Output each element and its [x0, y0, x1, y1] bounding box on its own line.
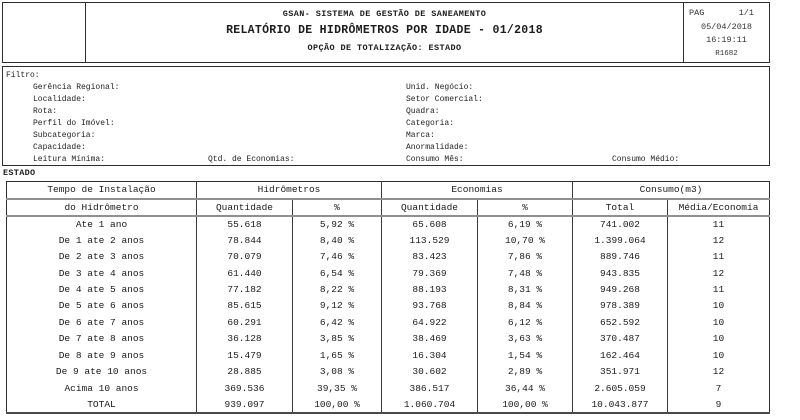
table-cell: 10,70 % — [478, 232, 573, 248]
table-cell: Acima 10 anos — [64, 382, 139, 394]
table-cell: 741.002 — [573, 216, 668, 232]
table-cell: 10 — [668, 347, 770, 363]
table-cell: 36.128 — [197, 331, 293, 347]
table-row — [7, 331, 770, 347]
filter-label: Quadra: — [406, 107, 440, 116]
table-cell: 5,92 % — [293, 216, 382, 232]
table-cell: 1,54 % — [478, 347, 573, 363]
table-cell: 30.602 — [382, 363, 478, 379]
col-header-media-economia: Média/Economia — [668, 199, 770, 216]
filter-panel — [2, 66, 770, 166]
table-cell: 2,89 % — [478, 363, 573, 379]
table-cell: 7 — [668, 380, 770, 396]
filter-label: Anormalidade: — [406, 143, 469, 152]
col-group-economias: Economias — [382, 182, 573, 199]
table-cell: 39,35 % — [293, 380, 382, 396]
table-cell: 93.768 — [382, 298, 478, 314]
table-cell: 60.291 — [197, 314, 293, 330]
table-cell: 3,63 % — [478, 331, 573, 347]
page-value: 1/1 — [738, 8, 754, 18]
report-title: RELATÓRIO DE HIDRÔMETROS POR IDADE - 01/2018 — [226, 24, 543, 37]
totalization-option: OPÇÃO DE TOTALIZAÇÃO: ESTADO — [307, 43, 462, 53]
table-cell: De 3 ate 4 anos — [58, 267, 145, 279]
table-cell: 2.605.059 — [573, 380, 668, 396]
table-cell: De 7 ate 8 anos — [58, 333, 145, 345]
table-row — [7, 363, 770, 379]
table-cell: 1,65 % — [293, 347, 382, 363]
table-cell: De 1 ate 2 anos — [58, 234, 145, 246]
col-header-percent-hidrometros: % — [293, 199, 382, 216]
table-cell: 70.079 — [197, 248, 293, 264]
table-cell: 28.885 — [197, 363, 293, 379]
table-cell: 100,00 % — [478, 396, 573, 412]
table-row — [7, 314, 770, 330]
filter-title: Filtro: — [6, 71, 40, 80]
table-row — [7, 396, 770, 412]
table-cell: 889.746 — [573, 248, 668, 264]
table-cell: 11 — [668, 248, 770, 264]
table-cell: 113.529 — [382, 232, 478, 248]
table-cell: 64.922 — [382, 314, 478, 330]
table-row — [7, 347, 770, 363]
table-cell: TOTAL — [87, 398, 116, 410]
filter-label: Categoria: — [406, 119, 455, 128]
system-title: GSAN- SISTEMA DE GESTÃO DE SANEAMENTO — [282, 9, 487, 19]
table-row — [7, 298, 770, 314]
table-cell: 370.487 — [573, 331, 668, 347]
table-cell: De 4 ate 5 anos — [58, 283, 145, 295]
table-cell: 369.536 — [197, 380, 293, 396]
col-header-quantidade-economias: Quantidade — [382, 199, 478, 216]
filter-label: Subcategoria: — [33, 131, 96, 140]
table-cell: De 5 ate 6 anos — [58, 300, 145, 312]
table-cell: 939.097 — [197, 396, 293, 412]
table-cell: 11 — [668, 281, 770, 297]
table-cell: 88.193 — [382, 281, 478, 297]
table-cell: 7,48 % — [478, 265, 573, 281]
col-header-total: Total — [573, 199, 668, 216]
filter-label: Leitura Mínima: — [33, 155, 106, 164]
filter-label: Capacidade: — [33, 143, 86, 152]
table-cell: 8,40 % — [293, 232, 382, 248]
filter-right-column — [406, 82, 483, 166]
table-cell: 16.304 — [382, 347, 478, 363]
report-code: R1682 — [715, 49, 738, 58]
table-cell: 10 — [668, 314, 770, 330]
table-cell: 79.369 — [382, 265, 478, 281]
filter-label: Setor Comercial: — [406, 95, 483, 104]
table-cell: 6,19 % — [478, 216, 573, 232]
table-row — [7, 248, 770, 264]
filter-label: Rota: — [33, 107, 58, 116]
page-indicator — [684, 7, 769, 21]
col-header-percent-economias: % — [478, 199, 573, 216]
table-cell: 351.971 — [573, 363, 668, 379]
report-header-titles — [86, 3, 683, 62]
table-cell: 978.389 — [573, 298, 668, 314]
filter-label: Gerência Regional: — [33, 83, 120, 92]
table-row — [7, 380, 770, 396]
table-cell: 38.469 — [382, 331, 478, 347]
table-cell: 36,44 % — [478, 380, 573, 396]
table-cell: 3,08 % — [293, 363, 382, 379]
table-cell: 8,31 % — [478, 281, 573, 297]
table-cell: 77.182 — [197, 281, 293, 297]
col-header-do-hidrometro: do Hidrômetro — [7, 199, 197, 216]
table-cell: Ate 1 ano — [75, 218, 128, 230]
table-cell: 1.399.064 — [573, 232, 668, 248]
table-cell: 6,42 % — [293, 314, 382, 330]
logo-placeholder — [3, 3, 86, 62]
table-cell: 11 — [668, 216, 770, 232]
filter-left-column — [33, 82, 119, 166]
table-cell: 949.268 — [573, 281, 668, 297]
report-header-meta — [683, 3, 769, 62]
table-cell: 12 — [668, 232, 770, 248]
table-cell: De 2 ate 3 anos — [58, 251, 145, 263]
section-label: ESTADO — [3, 168, 36, 178]
table-cell: 61.440 — [197, 265, 293, 281]
table-cell: 9,12 % — [293, 298, 382, 314]
table-cell: 6,54 % — [293, 265, 382, 281]
table-cell: 10 — [668, 298, 770, 314]
table-cell: 10 — [668, 331, 770, 347]
table-cell: 65.608 — [382, 216, 478, 232]
table-cell: 652.592 — [573, 314, 668, 330]
table-cell: 55.618 — [197, 216, 293, 232]
table-row — [7, 281, 770, 297]
table-row — [7, 265, 770, 281]
table-cell: 3,85 % — [293, 331, 382, 347]
table-body — [7, 216, 770, 413]
table-row — [7, 232, 770, 248]
report-table — [6, 181, 770, 414]
table-row — [7, 216, 770, 232]
table-cell: 83.423 — [382, 248, 478, 264]
table-cell: 6,12 % — [478, 314, 573, 330]
table-sub-header-row — [7, 199, 770, 216]
table-cell: 8,84 % — [478, 298, 573, 314]
filter-label: Marca: — [406, 131, 435, 140]
filter-label-consumo-medio: Consumo Médio: — [612, 155, 680, 164]
table-cell: 12 — [668, 363, 770, 379]
table-cell: 12 — [668, 265, 770, 281]
report-header — [2, 2, 770, 63]
table-cell: 85.615 — [197, 298, 293, 314]
report-time: 16:19:11 — [706, 35, 747, 45]
table-cell: 9 — [668, 396, 770, 412]
report-date: 05/04/2018 — [700, 21, 752, 32]
table-cell: 10.043.877 — [573, 396, 668, 412]
table-cell: 15.479 — [197, 347, 293, 363]
table-cell: 943.835 — [573, 265, 668, 281]
table-cell: 7,46 % — [293, 248, 382, 264]
table-cell: 1.060.704 — [382, 396, 478, 412]
filter-label: Perfil do Imóvel: — [33, 119, 115, 128]
table-cell: 8,22 % — [293, 281, 382, 297]
filter-label-qtd-economias: Qtd. de Economias: — [208, 155, 295, 164]
table-cell: De 6 ate 7 anos — [58, 316, 145, 328]
col-header-tempo-instalacao: Tempo de Instalação — [7, 182, 197, 199]
filter-label: Unid. Negócio: — [406, 83, 474, 92]
table-cell: 7,86 % — [478, 248, 573, 264]
filter-grid — [6, 82, 769, 166]
filter-label: Localidade: — [33, 95, 86, 104]
table-cell: 78.844 — [197, 232, 293, 248]
table-cell: De 8 ate 9 anos — [58, 349, 145, 361]
table-group-header-row — [7, 182, 770, 199]
table-header — [7, 182, 770, 216]
filter-label: Consumo Mês: — [406, 155, 464, 164]
table-cell: 162.464 — [573, 347, 668, 363]
table-cell: 100,00 % — [293, 396, 382, 412]
col-group-consumo: Consumo(m3) — [573, 182, 770, 199]
table-cell: De 9 ate 10 anos — [55, 366, 148, 378]
table-cell: 386.517 — [382, 380, 478, 396]
col-group-hidrometros: Hidrômetros — [197, 182, 382, 199]
col-header-quantidade-hidrometros: Quantidade — [197, 199, 293, 216]
page-label: PAG — [689, 8, 705, 18]
